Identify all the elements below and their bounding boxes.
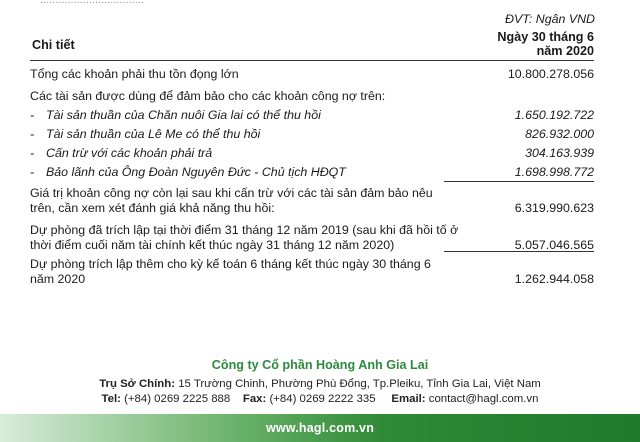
row-label: Dự phòng trích lập thêm cho kỳ kế toán 6 tháng kết thúc ngày 30 tháng 6 năm 2020	[30, 257, 431, 286]
date-line-1: Ngày 30 tháng 6	[497, 30, 594, 44]
row-label: Dự phòng đã trích lập tại thời điểm 31 tháng 12 năm 2019 (sau khi đã hồi tố ở thời điểm cuối năm tài chính kết thúc ngày 31 tháng 12 năm 2020)	[30, 223, 459, 252]
email-link[interactable]: contact@hagl.com.vn	[428, 393, 539, 405]
header-divider	[30, 60, 594, 61]
subtotal-divider	[444, 181, 594, 182]
column-header-date	[474, 30, 594, 58]
email-label: Email:	[391, 393, 426, 405]
cropped-text-top	[40, 0, 240, 4]
row-label: Giá trị khoản công nợ còn lại sau khi cấn trừ với các tài sản đảm bảo nêu trên, cần xem xét đánh giá khả năng thu hồi:	[30, 186, 433, 215]
row-label: - Tài sản thuần của Chăn nuôi Gia lai có thể thu hồi	[30, 108, 321, 122]
column-header-detail: Chi tiết	[32, 38, 75, 52]
row-value: 5.057.046.565	[514, 238, 594, 252]
row-value: 826.932.000	[525, 127, 594, 141]
tel-label: Tel:	[101, 393, 121, 405]
row-label: Tổng các khoản phải thu tồn đọng lớn	[30, 67, 239, 81]
row-value: 304.163.939	[525, 146, 594, 160]
footer-address	[0, 378, 640, 390]
fax-label: Fax:	[242, 393, 267, 405]
row-value: 1.698.998.772	[514, 165, 594, 179]
hq-address: 15 Trường Chinh, Phường Phù Đổng, Tp.Pleiku, Tỉnh Gia Lai, Việt Nam	[178, 378, 541, 390]
subtotal-divider	[444, 251, 594, 252]
company-name: Công ty Cổ phần Hoàng Anh Gia Lai	[211, 358, 429, 372]
row-value: 1.262.944.058	[514, 272, 594, 286]
footer-contact	[0, 393, 640, 405]
website-link[interactable]: www.hagl.com.vn	[265, 421, 375, 435]
date-line-2: năm 2020	[536, 44, 594, 58]
fax-value: (+84) 0269 2222 335	[269, 393, 376, 405]
hq-label: Trụ Sở Chính:	[99, 378, 176, 390]
row-label: Các tài sản được dùng để đảm bảo cho các khoản công nợ trên:	[30, 89, 386, 103]
row-value: 6.319.990.623	[514, 201, 594, 215]
row-label: - Tài sản thuần của Lê Me có thể thu hồi	[30, 127, 261, 141]
row-label: - Bảo lãnh của Ông Đoàn Nguyên Đức - Chủ tịch HĐQT	[30, 165, 346, 179]
tel-value: (+84) 0269 2225 888	[124, 393, 231, 405]
unit-label: ĐVT: Ngân VND	[505, 12, 595, 26]
row-value: 1.650.192.722	[514, 108, 594, 122]
row-label: - Cấn trừ với các khoản phải trả	[30, 146, 213, 160]
footer-company	[0, 358, 640, 372]
row-value: 10.800.278.056	[507, 67, 594, 81]
